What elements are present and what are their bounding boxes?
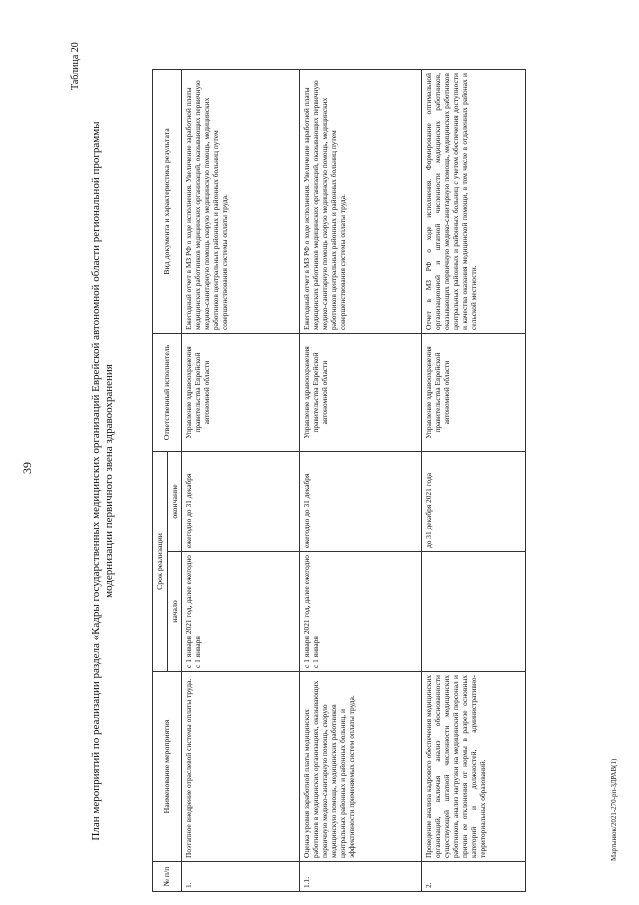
table-row xyxy=(422,70,526,892)
row-responsible: Управление здравоохранения правительства Еврейской автономной области xyxy=(300,334,422,452)
document-title: План мероприятий по реализации раздела «Кадры государственных медицинских организаций Еврейской автономной области региональной программы модернизации первичного звена здравоохранения xyxy=(90,121,116,841)
table-row xyxy=(182,70,300,892)
header-result: Вид документа и характеристика результата xyxy=(153,70,182,334)
header-period: Срок реализации xyxy=(153,452,168,672)
row-end: ежегодно до 31 декабря xyxy=(182,452,300,552)
header-row xyxy=(153,70,168,892)
row-name: Проведение анализа кадрового обеспечения медицинских организаций, включая анализ обоснованности существующей штатной численности медицинских работников, анализ нагрузки на медицинский персонал и причин ее отклонения от нормы в разрезе основных категорий и должностей, административно-территориальных образований. xyxy=(422,672,526,862)
header-responsible: Ответственный исполнитель xyxy=(153,334,182,452)
header-start: начало xyxy=(167,552,182,672)
header-name: Наименование мероприятия xyxy=(153,672,182,862)
table-label: Таблица 20 xyxy=(70,42,81,90)
row-responsible: Управление здравоохранения правительства Еврейской автономной области xyxy=(422,334,526,452)
header-end: окончание xyxy=(167,452,182,552)
header-num: № п/п xyxy=(153,862,182,892)
row-result: Ежегодный отчет в МЗ РФ о ходе исполнения. Увеличение заработной платы медицинских работников медицинских организаций, оказывающих первичную медико-санитарную помощь скорую медицинскую помощь, медицинских работников центральных районных и районных больниц путем совершенствования системы оплаты труда. xyxy=(300,70,422,334)
row-name: Оценка уровня заработной платы медицинских работников в медицинских организациях, оказывающих первичную медико-санитарную помощь, скорую медицинскую помощь, медицинских работников центральных районных и районных больниц, и эффективности применяемых систем оплаты труда. xyxy=(300,672,422,862)
document-footer: Мартынюк/2021-270-рп-ЗДРАВ(1) xyxy=(610,758,618,861)
row-start xyxy=(422,552,526,672)
row-start: с 1 января 2021 год, далее ежегодно с 1 января xyxy=(300,552,422,672)
measures-table xyxy=(152,69,526,892)
rotated-content xyxy=(90,70,530,892)
row-num: 1.1. xyxy=(300,862,422,892)
row-name: Поэтапное внедрение отраслевой системы оплаты труда. xyxy=(182,672,300,862)
row-end: ежегодно до 31 декабря xyxy=(300,452,422,552)
row-num: 1. xyxy=(182,862,300,892)
row-num: 2. xyxy=(422,862,526,892)
page-number: 39 xyxy=(20,462,34,474)
row-result: Ежегодный отчет в МЗ РФ о ходе исполнения. Увеличение заработной платы медицинских работников медицинских организаций, оказывающих первичную медико-санитарную помощь скорую медицинскую помощь, медицинских работников центральных районных и районных больниц путем совершенствования системы оплаты труда. xyxy=(182,70,300,334)
row-start: с 1 января 2021 год, далее ежегодно с 1 января xyxy=(182,552,300,672)
row-result: Отчет в МЗ РФ о ходе исполнения. Формирование оптимальной организационной и штатной численности медицинских работников, оказывающих первичную медико-санитарную помощь, медицинских работников центральных районных и районных больниц с учетом обеспечения доступности и качества оказания медицинской помощи, в том числе в отдаленных районах и сельской местности. xyxy=(422,70,526,334)
row-responsible: Управление здравоохранения правительства Еврейской автономной области xyxy=(182,334,300,452)
row-end: до 31 декабря 2021 года xyxy=(422,452,526,552)
table-row xyxy=(300,70,422,892)
